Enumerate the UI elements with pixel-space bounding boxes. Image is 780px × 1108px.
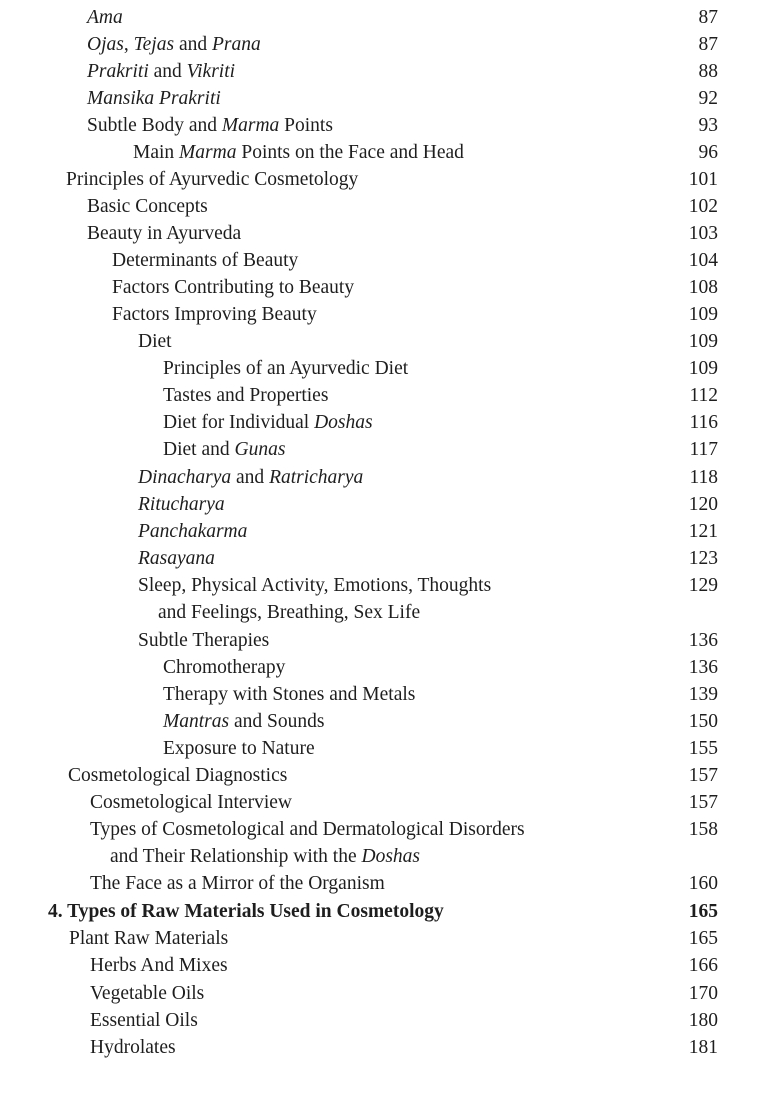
toc-page-number: 121: [688, 521, 718, 542]
toc-entry-title: [87, 4, 123, 31]
toc-entry-title: [90, 816, 525, 843]
toc-page-number: 96: [698, 142, 718, 163]
toc-entry-title: [163, 409, 373, 436]
toc-entry: [0, 572, 780, 599]
toc-title-text: and Sounds: [229, 711, 325, 732]
toc-entry: [0, 518, 780, 545]
toc-entry: [0, 85, 780, 112]
toc-entry: [0, 464, 780, 491]
toc-title-text: Points on the Face and Head: [236, 142, 464, 163]
toc-page-number: 103: [688, 223, 718, 244]
toc-page-number: 157: [688, 765, 718, 786]
toc-title-text: and: [174, 34, 212, 55]
toc-title-text: Essential Oils: [90, 1010, 198, 1031]
toc-title-text: Cosmetological Diagnostics: [68, 765, 288, 786]
toc-entry-title: [87, 112, 333, 139]
toc-page-number: 93: [698, 115, 718, 136]
toc-page-number: 158: [688, 819, 718, 840]
toc-title-italic: Ama: [87, 7, 123, 28]
toc-title-italic: Panchakarma: [138, 521, 248, 542]
toc-page-number: 118: [689, 467, 718, 488]
toc-title-italic: Mansika Prakriti: [87, 88, 221, 109]
toc-entry-title: [112, 247, 298, 274]
toc-entry: [0, 654, 780, 681]
toc-entry-title: [163, 654, 285, 681]
toc-entry: [0, 735, 780, 762]
toc-page-number: 92: [698, 88, 718, 109]
toc-page-number: 102: [688, 196, 718, 217]
toc-title-text: Vegetable Oils: [90, 983, 205, 1004]
toc-title-italic: Gunas: [234, 439, 286, 460]
toc-page-number: 155: [688, 738, 718, 759]
toc-title-text: Exposure to Nature: [163, 738, 315, 759]
toc-title-text: Diet for Individual: [163, 412, 315, 433]
toc-page-number: 109: [688, 304, 718, 325]
toc-entry-title: [90, 1034, 176, 1061]
toc-entry-title: [163, 708, 324, 735]
toc-entry: [0, 870, 780, 897]
scan-speck: [104, 1041, 124, 1051]
toc-entry-title: [87, 58, 235, 85]
toc-page-number: 108: [688, 277, 718, 298]
toc-title-italic: Prana: [211, 34, 261, 55]
toc-entry: [0, 166, 780, 193]
toc-entry: [0, 382, 780, 409]
toc-title-text: Hydrolates: [90, 1037, 176, 1058]
toc-title-text: Subtle Therapies: [138, 630, 270, 651]
toc-title-text: ,: [123, 34, 134, 55]
toc-title-text: Factors Improving Beauty: [112, 304, 317, 325]
toc-entry: [0, 925, 780, 952]
toc-entry-title: [163, 382, 328, 409]
toc-entry-title: [138, 518, 247, 545]
toc-page-number: 88: [698, 61, 718, 82]
toc-title-text: and: [231, 467, 270, 488]
toc-title-text: Diet: [138, 331, 172, 352]
toc-title-text: and: [148, 61, 187, 82]
toc-entry: [0, 1007, 780, 1034]
toc-entry: [0, 31, 780, 58]
toc-entry-title: [87, 220, 241, 247]
toc-title-text: Determinants of Beauty: [112, 250, 299, 271]
toc-title-italic: Ritucharya: [138, 494, 225, 515]
toc-page-number: 165: [688, 901, 718, 922]
toc-entry-title: [138, 627, 269, 654]
toc-entry-title: [138, 572, 491, 599]
toc-page-number: 87: [698, 7, 718, 28]
toc-title-text: Principles of an Ayurvedic Diet: [163, 358, 409, 379]
toc-title-italic: Rasayana: [138, 548, 215, 569]
toc-entry: [0, 545, 780, 572]
toc-entry-title: [69, 925, 228, 952]
toc-title-text: Tastes and Properties: [163, 385, 329, 406]
toc-title-text: and Their Relationship with the: [110, 846, 362, 867]
toc-entry: [0, 762, 780, 789]
toc-entry: [0, 4, 780, 31]
toc-entry-title: [90, 952, 228, 979]
toc-title-text: Herbs And Mixes: [90, 955, 228, 976]
toc-title-text: Cosmetological Interview: [90, 792, 292, 813]
toc-page-number: 112: [689, 385, 718, 406]
toc-entry-title: [87, 85, 221, 112]
toc-entry: [0, 952, 780, 979]
toc-title-text: Main: [133, 142, 180, 163]
toc-entry-title: [163, 436, 285, 463]
toc-entry-title: [87, 193, 208, 220]
toc-page-number: 117: [689, 439, 718, 460]
toc-page-number: 180: [688, 1010, 718, 1031]
toc-page-number: 170: [688, 983, 718, 1004]
toc-title-text: Factors Contributing to Beauty: [112, 277, 355, 298]
toc-page-number: 87: [698, 34, 718, 55]
toc-entry: [0, 708, 780, 735]
toc-page-number: 160: [688, 873, 718, 894]
toc-title-italic: Dinacharya: [138, 467, 232, 488]
toc-title-text: Plant Raw Materials: [69, 928, 229, 949]
toc-title-text: Basic Concepts: [87, 196, 208, 217]
toc-title-italic: Marma: [221, 115, 280, 136]
toc-entry-title: [90, 789, 292, 816]
toc-entry-title: [112, 274, 354, 301]
toc-title-text: and Feelings, Breathing, Sex Life: [158, 602, 421, 623]
toc-title-text: 4. Types of Raw Materials Used in Cosmetology: [48, 901, 444, 922]
toc-entry: [0, 409, 780, 436]
toc-title-text: Therapy with Stones and Metals: [163, 684, 416, 705]
toc-title-italic: Marma: [179, 142, 237, 163]
toc-entry: [0, 436, 780, 463]
toc-entry-title: [90, 1007, 198, 1034]
toc-entry: [0, 816, 780, 843]
toc-page-number: 109: [688, 331, 718, 352]
toc-entry-title: [87, 31, 261, 58]
toc-entry-title: [138, 328, 172, 355]
toc-entry-title: [133, 139, 464, 166]
toc-page-number: 136: [688, 657, 718, 678]
toc-entry: [0, 274, 780, 301]
toc-title-text: The Face as a Mirror of the Organism: [90, 873, 385, 894]
toc-entry-title: [66, 166, 358, 193]
toc-title-text: Sleep, Physical Activity, Emotions, Thoughts: [138, 575, 492, 596]
toc-title-italic: Ojas: [87, 34, 124, 55]
toc-entry-title: [163, 355, 408, 382]
toc-entry: [0, 898, 780, 925]
toc-page-number: 129: [688, 575, 718, 596]
toc-title-italic: Mantras: [163, 711, 230, 732]
toc-page-number: 166: [688, 955, 718, 976]
toc-page-number: 139: [688, 684, 718, 705]
toc-entry-title: [112, 301, 317, 328]
toc-entry: [0, 112, 780, 139]
toc-entry: [0, 328, 780, 355]
toc-entry: [0, 139, 780, 166]
toc-title-text: Beauty in Ayurveda: [87, 223, 242, 244]
toc-entry-title: [90, 870, 385, 897]
toc-entry: [0, 355, 780, 382]
toc-title-text: Points: [279, 115, 333, 136]
toc-entry-title: [48, 898, 444, 925]
toc-entry-title: [138, 464, 363, 491]
toc-page-number: 136: [688, 630, 718, 651]
toc-entry-title: [163, 681, 415, 708]
toc-page-number: 104: [688, 250, 718, 271]
toc-entry: [0, 247, 780, 274]
toc-entry: [0, 220, 780, 247]
toc-title-italic: Doshas: [314, 412, 373, 433]
toc-title-text: Subtle Body and: [87, 115, 222, 136]
toc-entry: [0, 301, 780, 328]
toc-title-text: Principles of Ayurvedic Cosmetology: [66, 169, 359, 190]
toc-entry: [0, 193, 780, 220]
toc-entry: [0, 491, 780, 518]
toc-page-number: 150: [688, 711, 718, 732]
toc-page-number: 101: [688, 169, 718, 190]
toc-entry-title: [138, 545, 215, 572]
toc-page-number: 181: [688, 1037, 718, 1058]
toc-entry: [0, 681, 780, 708]
toc-entry-continuation: [158, 599, 420, 626]
toc-entry: [0, 789, 780, 816]
toc-title-text: Diet and: [163, 439, 235, 460]
toc-title-italic: Doshas: [361, 846, 420, 867]
toc-title-italic: Prakriti: [87, 61, 149, 82]
toc-entry: [0, 980, 780, 1007]
toc-page-number: 120: [688, 494, 718, 515]
toc-page-number: 109: [688, 358, 718, 379]
toc-entry-title: [90, 980, 204, 1007]
toc-page-number: 123: [688, 548, 718, 569]
toc-entry: [0, 58, 780, 85]
toc-title-text: Chromotherapy: [163, 657, 286, 678]
toc-title-italic: Vikriti: [186, 61, 236, 82]
toc-title-italic: Tejas: [133, 34, 175, 55]
toc-entry: [0, 627, 780, 654]
toc-title-text: Types of Cosmetological and Dermatological Disorders: [90, 819, 525, 840]
toc-entry-continuation: [110, 843, 420, 870]
toc-entry-title: [163, 735, 315, 762]
toc-page-number: 157: [688, 792, 718, 813]
toc-entry-title: [138, 491, 225, 518]
toc-page-number: 165: [688, 928, 718, 949]
toc-page-number: 116: [689, 412, 718, 433]
toc-entry-title: [68, 762, 287, 789]
toc-title-italic: Ratricharya: [269, 467, 364, 488]
